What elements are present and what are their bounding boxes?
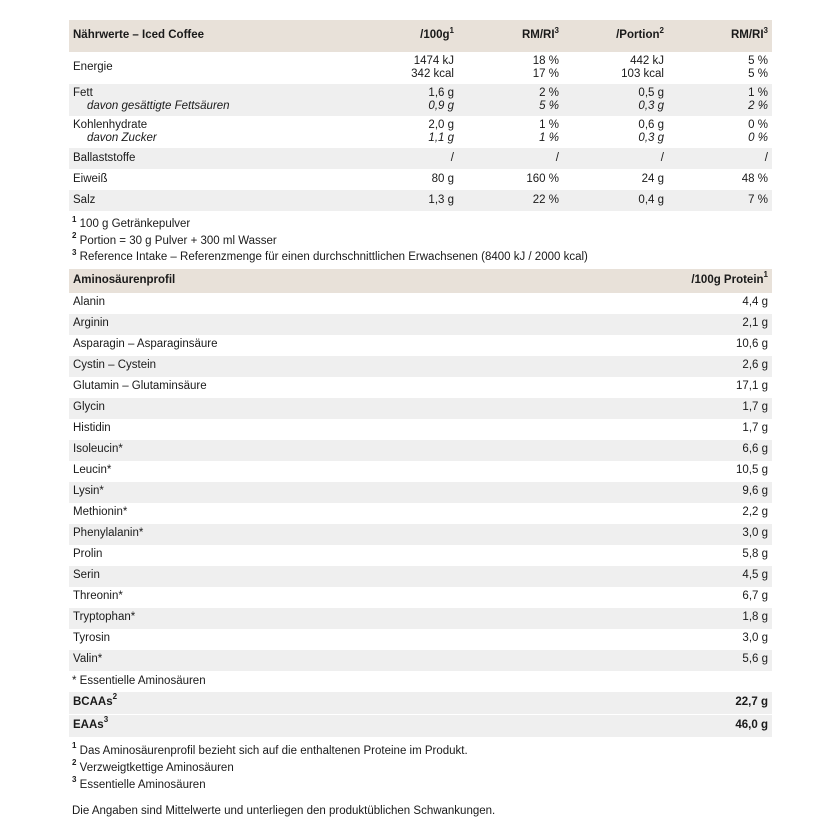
cell-rm1: 18 % 17 %	[532, 54, 559, 80]
amino-value: 17,1 g	[736, 380, 768, 393]
amino-name: Glycin	[73, 401, 105, 414]
amino-footnotes	[69, 743, 772, 794]
nutrition-row-ballaststoffe	[69, 148, 772, 169]
amino-value: 1,7 g	[742, 401, 768, 414]
amino-value: 6,7 g	[742, 590, 768, 603]
table-row	[69, 377, 772, 398]
cell-rm1: 160 %	[526, 172, 559, 185]
nutrition-row-kohlenhydrate	[69, 116, 772, 148]
amino-name: Valin*	[73, 653, 103, 666]
cell-rm1: 2 % 5 %	[539, 86, 559, 112]
eaa-value: 46,0 g	[631, 715, 772, 737]
cell-per100: 2,0 g 1,1 g	[428, 118, 454, 144]
amino-value: 6,6 g	[742, 443, 768, 456]
cell-portion: 24 g	[641, 172, 664, 185]
amino-header-row	[69, 269, 772, 293]
amino-name: Serin	[73, 569, 100, 582]
cell-rm1: /	[555, 151, 559, 164]
amino-name: Tyrosin	[73, 632, 111, 645]
cell-per100: 1,6 g 0,9 g	[428, 86, 454, 112]
table-row	[69, 608, 772, 629]
amino-name: Glutamin – Glutaminsäure	[73, 380, 207, 393]
amino-name: Arginin	[73, 317, 109, 330]
footnote: $^3$ Reference Intake – Referenzmenge für einen durchschnittlichen Erwachsenen (8400 kJ / 2000 kcal)	[72, 247, 588, 263]
nutrient-label: Energie	[73, 61, 113, 74]
col-per100: $/100g^1$	[348, 20, 458, 52]
cell-portion: 0,5 g 0,3 g	[638, 86, 664, 112]
amino-value: 2,6 g	[742, 359, 768, 372]
amino-value: 4,5 g	[742, 569, 768, 582]
table-row	[69, 314, 772, 335]
cell-portion: /	[660, 151, 664, 164]
amino-value: 5,6 g	[742, 653, 768, 666]
amino-value: 9,6 g	[742, 485, 768, 498]
table-row	[69, 335, 772, 356]
table-row	[69, 293, 772, 314]
amino-value: 2,1 g	[742, 317, 768, 330]
cell-per100: 80 g	[431, 172, 454, 185]
amino-value: 10,6 g	[736, 338, 768, 351]
cell-per100: 1,3 g	[428, 193, 454, 206]
cell-rm2: 1 % 2 %	[748, 86, 768, 112]
table-row	[69, 440, 772, 461]
amino-name: Prolin	[73, 548, 103, 561]
amino-value: 5,8 g	[742, 548, 768, 561]
amino-name: Alanin	[73, 296, 105, 309]
bcaa-label: BCAAs$^2$	[69, 692, 631, 714]
table-row	[69, 524, 772, 545]
cell-rm2: 5 % 5 %	[748, 54, 768, 80]
amino-value: 1,7 g	[742, 422, 768, 435]
amino-title: Aminosäurenprofil	[69, 269, 631, 293]
cell-per100: /	[450, 151, 454, 164]
col-rm1: $RM/RI^3$	[458, 20, 563, 52]
footnote: $^1$ Das Aminosäurenprofil bezieht sich auf die enthaltenen Proteine im Produkt.	[72, 741, 468, 757]
col-portion: /Portion$^2$	[563, 20, 668, 52]
nutrient-label: Fett davon gesättigte Fettsäuren	[73, 86, 230, 112]
amino-name: Cystin – Cystein	[73, 359, 157, 372]
nutrition-document	[69, 20, 772, 817]
cell-rm1: 22 %	[532, 193, 559, 206]
amino-value: 3,0 g	[742, 527, 768, 540]
cell-rm1: 1 % 1 %	[539, 118, 559, 144]
nutrition-row-eiweiss	[69, 169, 772, 190]
nutrition-row-salz	[69, 190, 772, 211]
totals-table	[69, 692, 772, 737]
footnote: $^1$ 100 g Getränkepulver	[72, 214, 191, 230]
table-row	[69, 566, 772, 587]
amino-value: 10,5 g	[736, 464, 768, 477]
nutrient-label: Ballaststoffe	[73, 151, 136, 164]
table-row	[69, 398, 772, 419]
nutrient-label: Salz	[73, 193, 96, 206]
cell-per100: 1474 kJ 342 kcal	[411, 54, 454, 80]
nutrition-header-row	[69, 20, 772, 52]
disclaimer: Die Angaben sind Mittelwerte und unterliegen den produktüblichen Schwankungen.	[72, 804, 496, 817]
nutrition-title: Nährwerte – Iced Coffee	[69, 20, 348, 52]
amino-name: Methionin*	[73, 506, 128, 519]
col-rm2: $RM/RI^3$	[668, 20, 772, 52]
table-row	[69, 503, 772, 524]
table-row	[69, 650, 772, 671]
cell-portion: 0,4 g	[638, 193, 664, 206]
nutrition-row-energie	[69, 52, 772, 84]
table-row	[69, 356, 772, 377]
amino-name: Isoleucin*	[73, 443, 123, 456]
amino-name: Tryptophan*	[73, 611, 136, 624]
cell-rm2: 7 %	[748, 193, 768, 206]
nutrient-label: Eiweiß	[73, 172, 108, 185]
bcaa-row	[69, 692, 772, 714]
table-row	[69, 545, 772, 566]
table-row	[69, 629, 772, 650]
amino-name: Threonin*	[73, 590, 123, 603]
amino-value: 4,4 g	[742, 296, 768, 309]
footnote: $^2$ Verzweigtkettige Aminosäuren	[72, 758, 234, 774]
table-row	[69, 461, 772, 482]
eaa-row	[69, 715, 772, 737]
table-row	[69, 482, 772, 503]
amino-col-value: /100g Protein$^1$	[631, 269, 772, 293]
table-row	[69, 587, 772, 608]
nutrition-table	[69, 20, 772, 211]
amino-value: 3,0 g	[742, 632, 768, 645]
cell-rm2: 48 %	[741, 172, 768, 185]
amino-name: Leucin*	[73, 464, 112, 477]
amino-value: 2,2 g	[742, 506, 768, 519]
nutrient-label: Kohlenhydrate davon Zucker	[73, 118, 157, 144]
eaa-label: EAAs$^3$	[69, 715, 631, 737]
table-row	[69, 419, 772, 440]
cell-portion: 442 kJ 103 kcal	[621, 54, 664, 80]
amino-name: Phenylalanin*	[73, 527, 144, 540]
bcaa-value: 22,7 g	[631, 692, 772, 714]
footnote: $^2$ Portion = 30 g Pulver + 300 ml Wasser	[72, 231, 277, 247]
nutrition-footnotes	[69, 216, 772, 266]
amino-value: 1,8 g	[742, 611, 768, 624]
amino-name: Asparagin – Asparaginsäure	[73, 338, 218, 351]
essential-note: * Essentielle Aminosäuren	[72, 674, 206, 687]
cell-rm2: /	[764, 151, 768, 164]
footnote: $^3$ Essentielle Aminosäuren	[72, 775, 206, 791]
amino-name: Histidin	[73, 422, 111, 435]
amino-name: Lysin*	[73, 485, 104, 498]
cell-rm2: 0 % 0 %	[748, 118, 768, 144]
nutrition-row-fett	[69, 84, 772, 116]
cell-portion: 0,6 g 0,3 g	[638, 118, 664, 144]
amino-table	[69, 269, 772, 671]
